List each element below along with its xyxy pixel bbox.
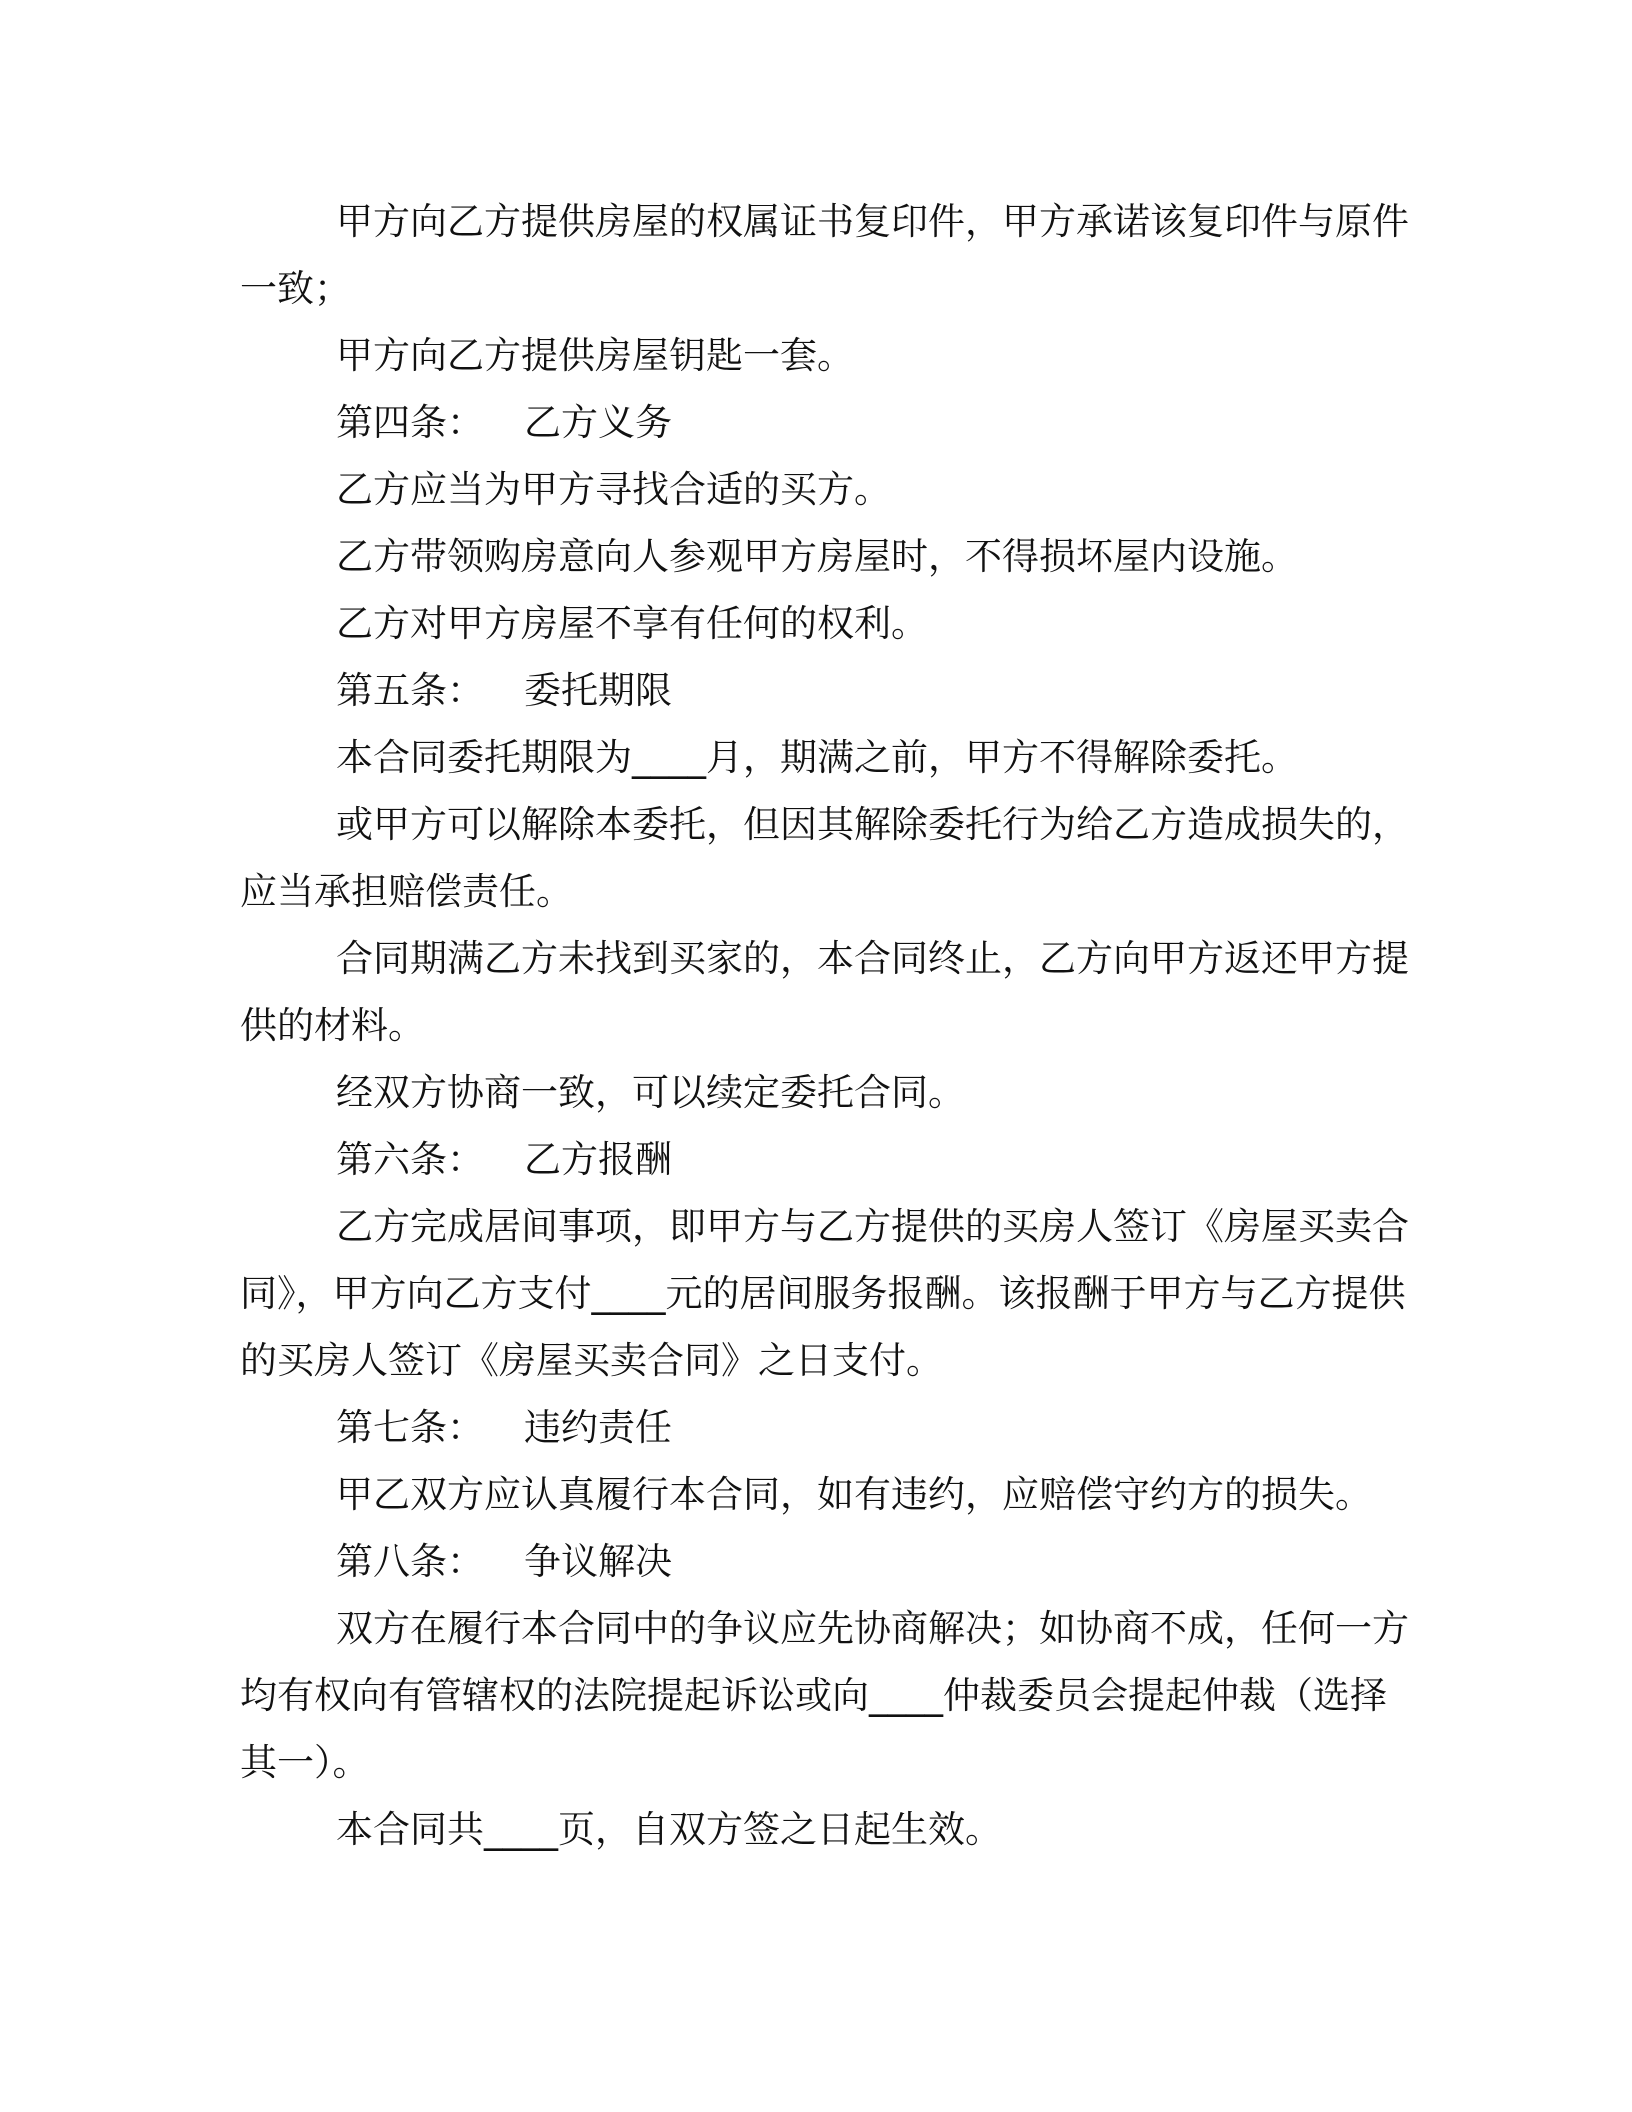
paragraph: 双方在履行本合同中的争议应先协商解决；如协商不成，任何一方均有权向有管辖权的法院提起诉讼或向____仲裁委员会提起仲裁（选择其一）。 (240, 1607, 1409, 1784)
paragraph: 乙方完成居间事项，即甲方与乙方提供的买房人签订《房屋买卖合同》，甲方向乙方支付____元的居间服务报酬。该报酬于甲方与乙方提供的买房人签订《房屋买卖合同》之日支付。 (240, 1205, 1409, 1382)
document-body (240, 188, 1412, 1863)
article-title: 委托期限 (524, 669, 672, 712)
article-title: 违约责任 (524, 1406, 672, 1449)
paragraph: 本合同共____页，自双方签之日起生效。 (336, 1808, 1002, 1851)
paragraph: 甲方向乙方提供房屋钥匙一套。 (336, 334, 854, 377)
paragraph: 乙方对甲方房屋不享有任何的权利。 (336, 602, 928, 645)
article-number: 第七条： (336, 1406, 484, 1449)
paragraph: 甲乙双方应认真履行本合同，如有违约，应赔偿守约方的损失。 (336, 1473, 1372, 1516)
paragraph: 或甲方可以解除本委托，但因其解除委托行为给乙方造成损失的，应当承担赔偿责任。 (240, 803, 1409, 913)
article-heading (240, 1394, 1412, 1461)
article-number: 第五条： (336, 669, 484, 712)
paragraph: 经双方协商一致，可以续定委托合同。 (336, 1071, 965, 1114)
article-title: 乙方报酬 (524, 1138, 672, 1181)
article-heading (240, 1528, 1412, 1595)
article-title: 乙方义务 (524, 401, 672, 444)
paragraph: 乙方应当为甲方寻找合适的买方。 (336, 468, 891, 511)
article-number: 第六条： (336, 1138, 484, 1181)
article-heading (240, 1126, 1412, 1193)
paragraph: 乙方带领购房意向人参观甲方房屋时，不得损坏屋内设施。 (336, 535, 1298, 578)
article-heading (240, 657, 1412, 724)
article-title: 争议解决 (524, 1540, 672, 1583)
article-heading (240, 389, 1412, 456)
paragraph: 合同期满乙方未找到买家的，本合同终止，乙方向甲方返还甲方提供的材料。 (240, 937, 1409, 1047)
article-number: 第八条： (336, 1540, 484, 1583)
paragraph: 甲方向乙方提供房屋的权属证书复印件，甲方承诺该复印件与原件一致； (240, 200, 1409, 310)
paragraph: 本合同委托期限为____月，期满之前，甲方不得解除委托。 (336, 736, 1298, 779)
article-number: 第四条： (336, 401, 484, 444)
